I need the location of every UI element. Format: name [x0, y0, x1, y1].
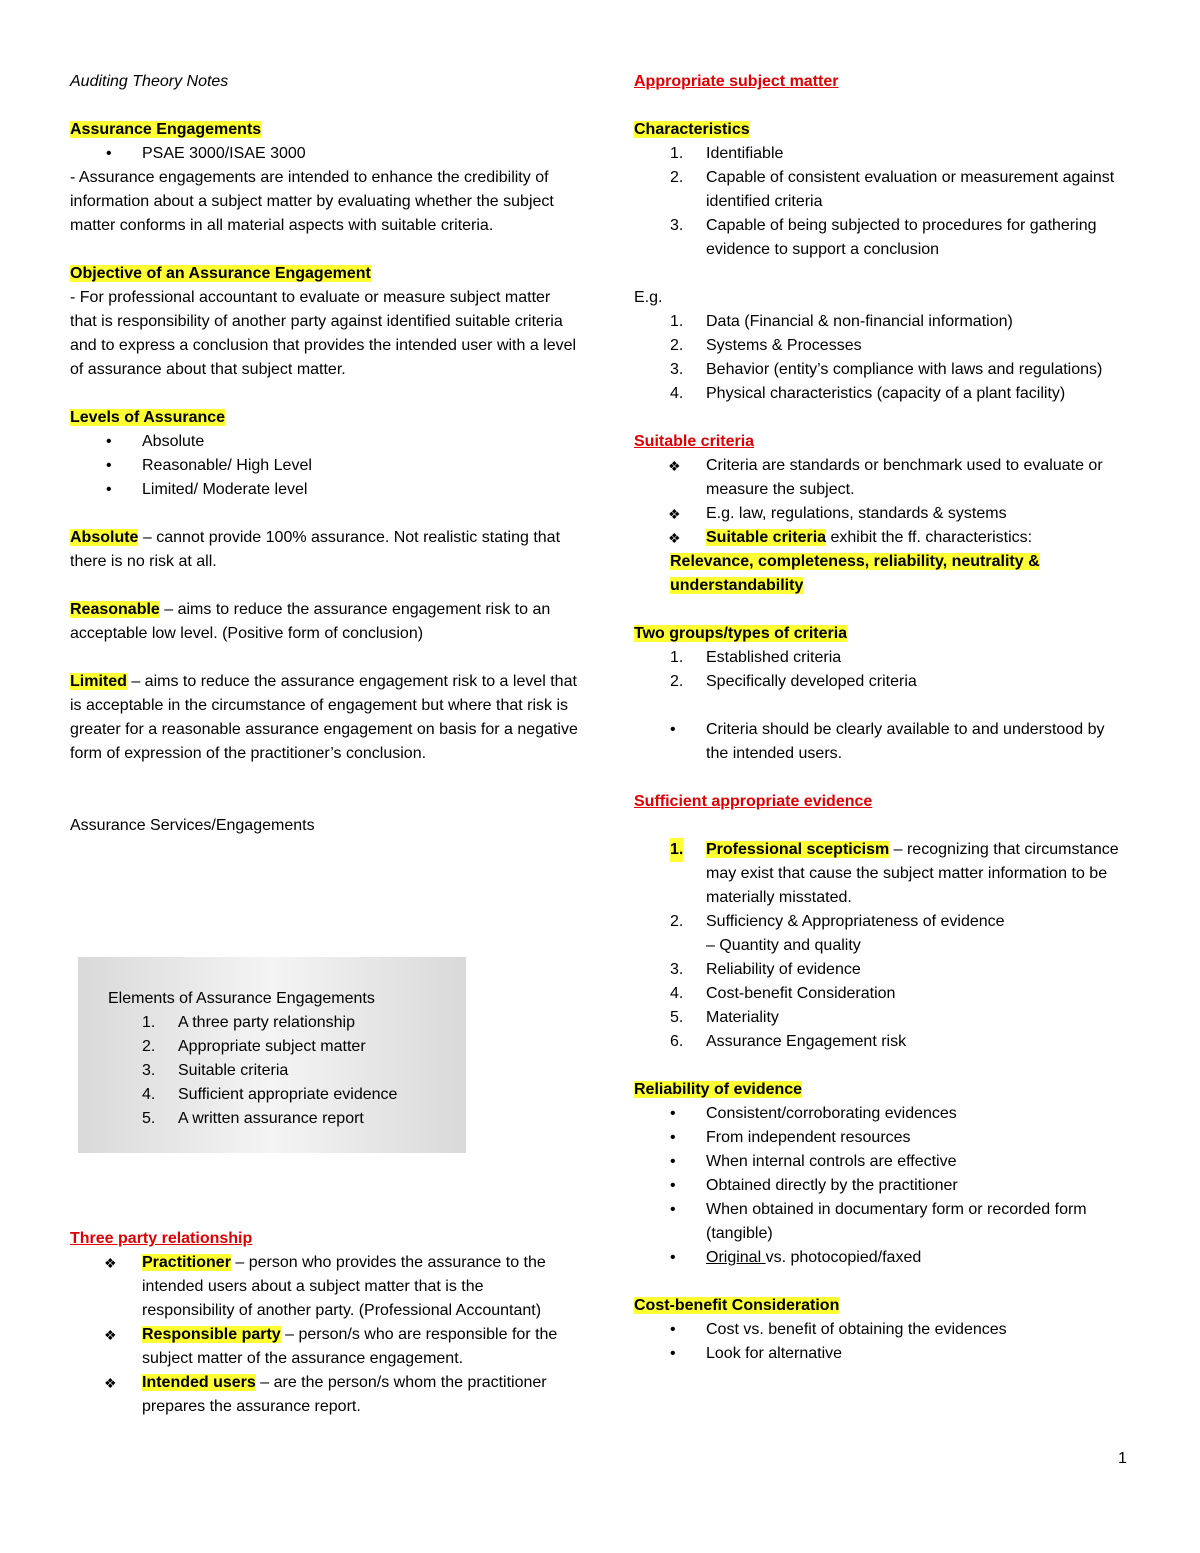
- absolute-paragraph: [70, 526, 580, 574]
- right-column: [634, 70, 1124, 1366]
- three-party-section: [70, 1227, 580, 1419]
- evidence-text: – recognizing that circumstance may exist that cause the subject matter information to be materially misstated.: [706, 841, 1119, 906]
- evidence-term: Professional scepticism: [706, 841, 890, 858]
- list-item: Sufficiency & Appropriateness of evidence: [706, 913, 1005, 930]
- list-item: Limited/ Moderate level: [142, 481, 308, 498]
- list-item: When obtained in documentary form or recorded form (tangible): [706, 1201, 1087, 1242]
- cost-heading: Cost-benefit Consideration: [634, 1297, 840, 1314]
- parties-list: [70, 1251, 580, 1419]
- list-item: Criteria are standards or benchmark used to evaluate or measure the subject.: [706, 457, 1103, 498]
- assurance-text: - Assurance engagements are intended to enhance the credibility of information about a subject matter by evaluating whether the subject matter conforms in all material aspects with suitable criteria.: [70, 169, 554, 234]
- reasonable-paragraph: [70, 598, 580, 646]
- bullet-icon: •: [670, 1201, 676, 1218]
- criteria-term: Suitable criteria: [706, 529, 827, 546]
- elements-box: [78, 957, 466, 1153]
- assurance-heading: Assurance Engagements: [70, 121, 262, 138]
- bullet-icon: •: [670, 1129, 676, 1146]
- characteristics-list: 1. Identifiable 2. Capable of consistent evaluation or measurement against identified criteria 3. Capable of being subjected to procedures for gathering evidence to support a conclusion: [670, 145, 1115, 258]
- reasonable-text: – aims to reduce the assurance engagement risk to an acceptable low level. (Positive form of conclusion): [70, 601, 551, 642]
- examples-list: 1. Data (Financial & non-financial information) 2. Systems & Processes 3. Behavior (entity’s compliance with laws and regulations) 4. Physical characteristics (capacity of a plant facility): [670, 313, 1103, 402]
- list-item: Established criteria: [706, 649, 842, 666]
- evidence-heading: Sufficient appropriate evidence: [634, 793, 873, 810]
- limited-term: Limited: [70, 673, 127, 690]
- list-item: A written assurance report: [178, 1110, 364, 1127]
- party-term: Intended users: [142, 1374, 256, 1391]
- characteristics-heading: Characteristics: [634, 121, 750, 138]
- bullet-icon: •: [670, 1105, 676, 1122]
- services-heading: Assurance Services/Engagements: [70, 817, 315, 834]
- list-item: Look for alternative: [706, 1345, 843, 1362]
- cost-list: [634, 1318, 1124, 1366]
- list-item: Sufficient appropriate evidence: [178, 1086, 398, 1103]
- bullet-icon: •: [106, 457, 112, 474]
- list-item: Identifiable: [706, 145, 784, 162]
- objective-heading: Objective of an Assurance Engagement: [70, 265, 371, 282]
- groups-heading: Two groups/types of criteria: [634, 625, 848, 642]
- criteria-list: [634, 454, 1124, 550]
- list-item: When internal controls are effective: [706, 1153, 957, 1170]
- levels-heading: Levels of Assurance: [70, 409, 226, 426]
- diamond-bullet-icon: ❖: [104, 1255, 117, 1271]
- diamond-bullet-icon: ❖: [668, 530, 681, 546]
- party-text: – are the person/s whom the practitioner prepares the assurance report.: [142, 1374, 547, 1415]
- list-item: A three party relationship: [178, 1014, 355, 1031]
- list-item: Data (Financial & non-financial information): [706, 313, 1013, 330]
- list-item: Criteria should be clearly available to and understood by the intended users.: [706, 721, 1105, 762]
- bullet-icon: •: [670, 721, 676, 738]
- standard-item: PSAE 3000/ISAE 3000: [142, 145, 306, 162]
- list-item: Reliability of evidence: [706, 961, 861, 978]
- original-term: Original: [706, 1249, 766, 1266]
- list-item: Capable of being subjected to procedures for gathering evidence to support a conclusion: [706, 217, 1097, 258]
- diamond-bullet-icon: ❖: [668, 506, 681, 522]
- list-item: Physical characteristics (capacity of a plant facility): [706, 385, 1066, 402]
- list-item: From independent resources: [706, 1129, 911, 1146]
- list-item: Suitable criteria: [178, 1062, 289, 1079]
- bullet-icon: •: [670, 1345, 676, 1362]
- page-number: 1: [1118, 1450, 1127, 1467]
- list-item: Absolute: [142, 433, 205, 450]
- list-item: Systems & Processes: [706, 337, 862, 354]
- bullet-icon: •: [670, 1321, 676, 1338]
- left-column: [70, 70, 580, 838]
- limited-text: – aims to reduce the assurance engagement risk to a level that is acceptable in the circumstance of engagement but where that risk is greater for a reasonable assurance engagement on basis for a negative form of expression of the practitioner’s conclusion.: [70, 673, 578, 762]
- box-title: Elements of Assurance Engagements: [108, 990, 375, 1007]
- diamond-bullet-icon: ❖: [104, 1327, 117, 1343]
- three-party-heading: Three party relationship: [70, 1230, 253, 1247]
- list-item: Capable of consistent evaluation or measurement against identified criteria: [706, 169, 1115, 210]
- absolute-text: – cannot provide 100% assurance. Not realistic stating that there is no risk at all.: [70, 529, 561, 570]
- levels-list: [70, 430, 580, 502]
- list-item: Appropriate subject matter: [178, 1038, 366, 1055]
- evidence-list: 1. Professional scepticism – recognizing that circumstance may exist that cause the subject matter information to be materially misstated. 2. Sufficiency & Appropriateness of evidence – Quantity and quality 3. Reliability of evidence 4. Cost-benefit Consideration 5. Materiality 6. Assurance Engagement risk: [634, 838, 1124, 1054]
- bullet-icon: •: [106, 145, 112, 162]
- bullet-icon: •: [106, 481, 112, 498]
- absolute-term: Absolute: [70, 529, 139, 546]
- groups-list: 1. Established criteria 2. Specifically developed criteria: [670, 649, 917, 690]
- list-item: Consistent/corroborating evidences: [706, 1105, 957, 1122]
- list-item: Obtained directly by the practitioner: [706, 1177, 958, 1194]
- list-item: Cost vs. benefit of obtaining the evidences: [706, 1321, 1007, 1338]
- eg-label: E.g.: [634, 289, 663, 306]
- objective-text: - For professional accountant to evaluate or measure subject matter that is responsibility of another party against identified suitable criteria and to express a conclusion that provides the intended user with a level of assurance about that subject matter.: [70, 289, 577, 378]
- subject-heading: Appropriate subject matter: [634, 73, 839, 90]
- bullet-icon: •: [670, 1249, 676, 1266]
- party-term: Practitioner: [142, 1254, 231, 1271]
- limited-paragraph: [70, 670, 580, 766]
- assurance-standard-list: [70, 142, 580, 166]
- bullet-icon: •: [670, 1153, 676, 1170]
- list-item: Reasonable/ High Level: [142, 457, 312, 474]
- list-item: Assurance Engagement risk: [706, 1033, 907, 1050]
- criteria-text: exhibit the ff. characteristics:: [826, 529, 1033, 546]
- list-item: Cost-benefit Consideration: [706, 985, 896, 1002]
- reliability-heading: Reliability of evidence: [634, 1081, 803, 1098]
- reliability-list: [634, 1102, 1124, 1270]
- list-item: E.g. law, regulations, standards & systems: [706, 505, 1007, 522]
- elements-list: 1. A three party relationship 2. Appropriate subject matter 3. Suitable criteria 4. Sufficient appropriate evidence 5. A written assurance report: [142, 1014, 398, 1127]
- party-term: Responsible party: [142, 1326, 281, 1343]
- criteria-characteristics: Relevance, completeness, reliability, neutrality & understandability: [670, 553, 1040, 594]
- criteria-heading: Suitable criteria: [634, 433, 755, 450]
- list-item: Materiality: [706, 1009, 779, 1026]
- groups-bullet-list: [634, 718, 1124, 766]
- list-item: Behavior (entity’s compliance with laws and regulations): [706, 361, 1103, 378]
- document-title: Auditing Theory Notes: [70, 73, 229, 90]
- list-item-sub: – Quantity and quality: [706, 937, 861, 954]
- bullet-icon: •: [106, 433, 112, 450]
- list-item: Specifically developed criteria: [706, 673, 917, 690]
- list-item: vs. photocopied/faxed: [765, 1249, 922, 1266]
- bullet-icon: •: [670, 1177, 676, 1194]
- party-text: – person/s who are responsible for the subject matter of the assurance engagement.: [142, 1326, 558, 1367]
- diamond-bullet-icon: ❖: [668, 458, 681, 474]
- reasonable-term: Reasonable: [70, 601, 160, 618]
- diamond-bullet-icon: ❖: [104, 1375, 117, 1391]
- party-text: – person who provides the assurance to the intended users about a subject matter that is the responsibility of another party. (Professional Accountant): [142, 1254, 546, 1319]
